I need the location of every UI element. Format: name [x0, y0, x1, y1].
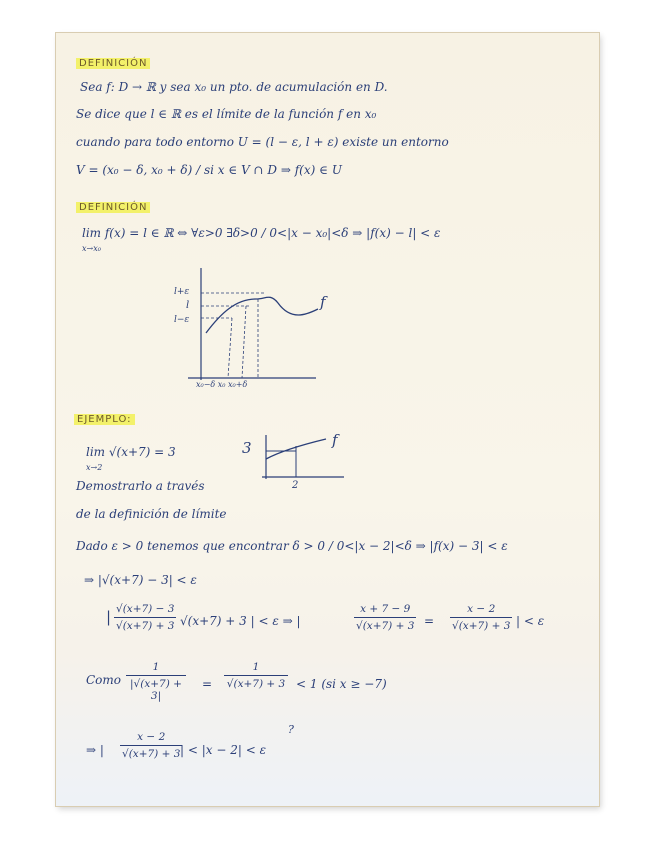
epsilon-delta-graph [166, 263, 346, 393]
example-line-3: Dado ε > 0 tenemos que encontrar δ > 0 / 0<|x − 2|<δ ⇒ |f(x) − 3| < ε [76, 539, 508, 553]
bar-open-1: | [106, 608, 112, 626]
graph-label-f: f [320, 293, 326, 311]
example-limit-sub: x→2 [86, 463, 103, 472]
question-mark: ? [288, 723, 294, 736]
como-tail: < 1 (si x ≥ −7) [296, 677, 387, 691]
graph-label-l-minus-eps: l−ε [174, 315, 190, 325]
sqrt-graph [256, 431, 356, 491]
graph-label-l: l [186, 300, 190, 311]
fraction-3: x − 2 √(x+7) + 3 [452, 603, 511, 632]
fraction-1-tail: √(x+7) + 3 | < ε ⇒ | [180, 614, 301, 628]
example-line-1: Demostrarlo a través [76, 479, 205, 493]
fraction-3-tail: | < ε [516, 614, 545, 628]
def1-line-3: cuando para todo entorno U = (l − ε, l + ε) existe un entorno [76, 135, 449, 149]
sqrt-graph-label-3: 3 [242, 439, 252, 457]
def2-formula: lim f(x) = l ∈ ℝ ⇔ ∀ε>0 ∃δ>0 / 0<|x − x₀|<δ ⇒ |f(x) − l| < ε [82, 226, 441, 240]
example-line-4: ⇒ |√(x+7) − 3| < ε [84, 573, 197, 587]
fraction-6: x − 2 √(x+7) + 3 [122, 731, 181, 760]
notebook-page [56, 33, 599, 806]
def2-limit-sub: x→x₀ [82, 244, 101, 253]
example-line-2: de la definición de límite [76, 507, 227, 521]
def1-line-1: Sea f: D → ℝ y sea x₀ un pto. de acumulación en D. [80, 80, 388, 94]
como-equals: = [202, 677, 213, 691]
fraction-5: 1 √(x+7) + 3 [224, 661, 288, 690]
graph-label-x-axis: x₀−δ x₀ x₀+δ [196, 380, 248, 389]
equals-sign: = [424, 614, 435, 628]
sqrt-graph-label-2: 2 [292, 480, 299, 491]
heading-definicion-1: DEFINICIÓN [76, 55, 150, 71]
heading-definicion-2: DEFINICIÓN [76, 199, 150, 215]
heading-ejemplo: EJEMPLO: [74, 411, 135, 427]
example-limit: lim √(x+7) = 3 [86, 445, 176, 459]
final-arrow: ⇒ | [86, 743, 104, 757]
graph-label-l-plus-eps: l+ε [174, 287, 190, 297]
sqrt-graph-label-f: f [332, 431, 338, 449]
fraction-4: 1 |√(x+7) + 3| [126, 661, 186, 702]
fraction-1: √(x+7) − 3 √(x+7) + 3 [116, 603, 175, 632]
fraction-2: x + 7 − 9 √(x+7) + 3 [356, 603, 415, 632]
def1-line-4: V = (x₀ − δ, x₀ + δ) / si x ∈ V ∩ D ⇒ f(x) ∈ U [76, 163, 342, 177]
def1-line-2: Se dice que l ∈ ℝ es el límite de la función f en x₀ [76, 107, 377, 121]
como-label: Como [86, 673, 122, 687]
final-tail: | < |x − 2| < ε [180, 743, 267, 757]
